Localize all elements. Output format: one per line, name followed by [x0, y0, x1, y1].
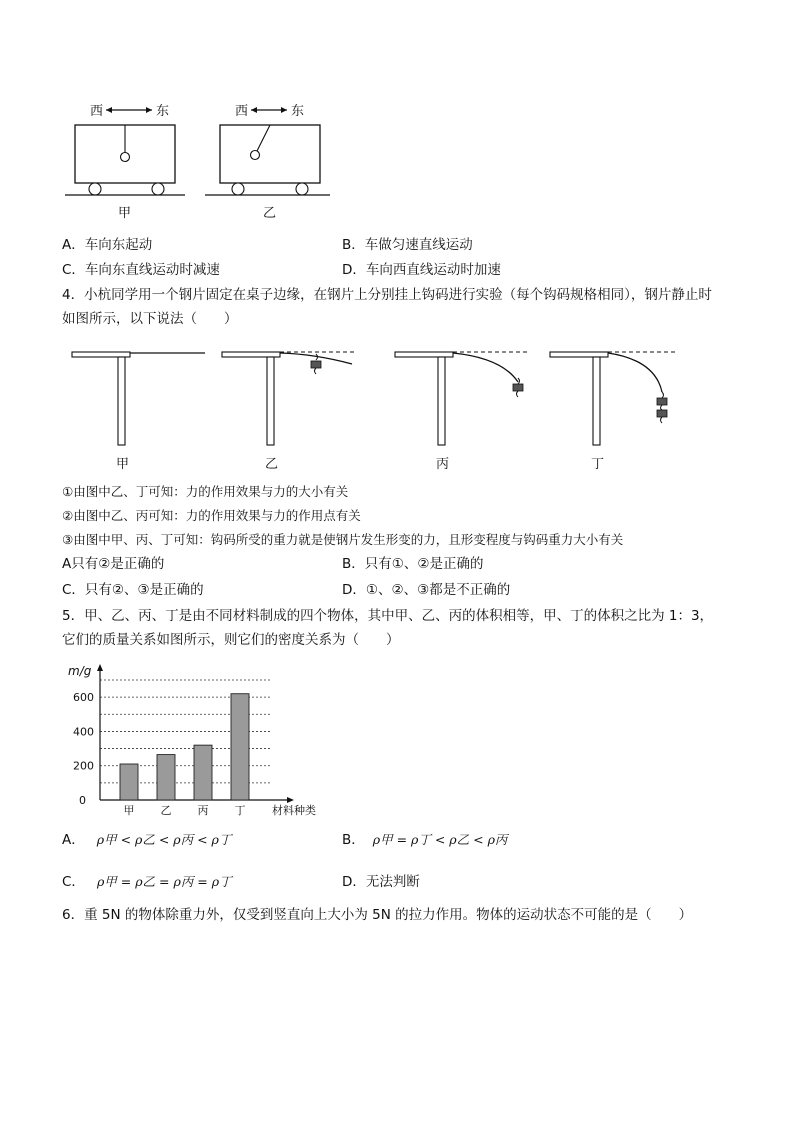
- west-label: 西: [235, 104, 249, 119]
- q4-stem-line2: 如图所示，以下说法（ ）: [62, 311, 238, 327]
- x-tick-label: 甲: [123, 804, 135, 817]
- q4-option-a[interactable]: A只有②是正确的: [62, 556, 165, 572]
- bar: [231, 694, 249, 800]
- east-label: 东: [156, 104, 170, 119]
- y-axis-arrow: [97, 664, 103, 671]
- y-tick-label: 200: [73, 759, 94, 773]
- q4-statement-3: ③由图中甲、丙、丁可知：钩码所受的重力就是使钢片发生形变的力，且形变程度与钩码重力大小有关: [62, 532, 624, 547]
- figure-label: 丁: [591, 457, 605, 472]
- q6-stem: 6．重 5N 的物体除重力外，仅受到竖直向上大小为 5N 的拉力作用。物体的运动状态不可能的是（ ）: [62, 907, 693, 923]
- x-tick-label: 乙: [160, 804, 172, 817]
- q4-statement-1: ①由图中乙、丁可知：力的作用效果与力的大小有关: [62, 484, 349, 499]
- q5-bar-chart: [60, 660, 320, 820]
- q4-statement-2: ②由图中乙、丙可知：力的作用效果与力的作用点有关: [62, 508, 361, 523]
- q3-option-a[interactable]: A．车向东起动: [62, 237, 153, 253]
- wheel: [232, 183, 244, 195]
- steel-strip-figure-jia: [72, 352, 205, 472]
- x-tick-label: 丁: [234, 804, 246, 817]
- option-letter: A．: [62, 832, 85, 848]
- option-letter: B．: [342, 832, 365, 848]
- bar: [157, 755, 175, 800]
- density-relation: ρ甲 = ρ乙 = ρ丙 = ρ丁: [96, 874, 232, 889]
- pendulum-string: [257, 125, 270, 151]
- option-letter: C．: [62, 874, 85, 890]
- q5-option-c[interactable]: [62, 872, 232, 892]
- car-body: [220, 125, 320, 183]
- wheel: [89, 183, 101, 195]
- pendulum-ball: [121, 153, 130, 162]
- q3-option-c[interactable]: C．车向东直线运动时减速: [62, 262, 220, 278]
- wheel: [296, 183, 308, 195]
- y-axis-label: m/g: [68, 664, 92, 678]
- steel-strip-figure-bing: [395, 352, 528, 472]
- q3-option-b[interactable]: B．车做匀速直线运动: [342, 237, 473, 253]
- q4-option-b[interactable]: B．只有①、②是正确的: [342, 556, 484, 572]
- wheel: [152, 183, 164, 195]
- y-tick-label: 400: [73, 725, 94, 739]
- hook-weight: [657, 410, 667, 417]
- q5-stem-line1: 5．甲、乙、丙、丁是由不同材料制成的四个物体，其中甲、乙、丙的体积相等，甲、丁的体积之比为 1：3，: [62, 608, 714, 624]
- hook-weight: [657, 398, 667, 405]
- figure-label: 甲: [118, 206, 132, 221]
- figure-label: 丙: [436, 457, 450, 472]
- q3-option-d[interactable]: D．车向西直线运动时加速: [342, 262, 501, 278]
- q4-option-c[interactable]: C．只有②、③是正确的: [62, 582, 204, 598]
- x-tick-label: 丙: [197, 804, 209, 817]
- hook-weight: [311, 361, 321, 368]
- density-relation: ρ甲 = ρ丁 < ρ乙 < ρ丙: [372, 832, 508, 847]
- west-label: 西: [90, 104, 104, 119]
- steel-strip-figure-ding: [550, 352, 675, 472]
- q3-figure-jia: [60, 95, 200, 225]
- y-tick-label: 600: [73, 691, 94, 705]
- east-label: 东: [291, 104, 305, 119]
- x-axis-label: 材料种类: [272, 804, 316, 817]
- q5-option-b[interactable]: [342, 830, 507, 850]
- q5-option-a[interactable]: [62, 830, 231, 850]
- option-letter: D．: [342, 874, 366, 890]
- q4-stem-line1: 4．小杭同学用一个钢片固定在桌子边缘，在钢片上分别挂上钩码进行实验（每个钩码规格相同），钢片静止时: [62, 287, 712, 303]
- y-tick-label: 0: [79, 794, 86, 807]
- figure-label: 乙: [265, 457, 279, 472]
- hook-weight: [513, 384, 523, 391]
- density-relation: ρ甲 < ρ乙 < ρ丙 < ρ丁: [96, 832, 232, 847]
- q3-figure-yi: [205, 95, 345, 225]
- x-axis-arrow: [287, 797, 294, 803]
- option-text: 无法判断: [365, 874, 420, 890]
- steel-strip-figure-yi: [222, 352, 355, 472]
- figure-label: 乙: [263, 206, 277, 221]
- q4-option-d[interactable]: D．①、②、③都是不正确的: [342, 582, 511, 598]
- q5-stem-line2: 它们的质量关系如图所示，则它们的密度关系为（ ）: [62, 632, 400, 648]
- figure-label: 甲: [116, 457, 130, 472]
- bar: [194, 745, 212, 800]
- q5-option-d[interactable]: [342, 872, 420, 892]
- pendulum-ball: [251, 151, 260, 160]
- q4-figure: [60, 340, 700, 480]
- bar: [120, 764, 138, 800]
